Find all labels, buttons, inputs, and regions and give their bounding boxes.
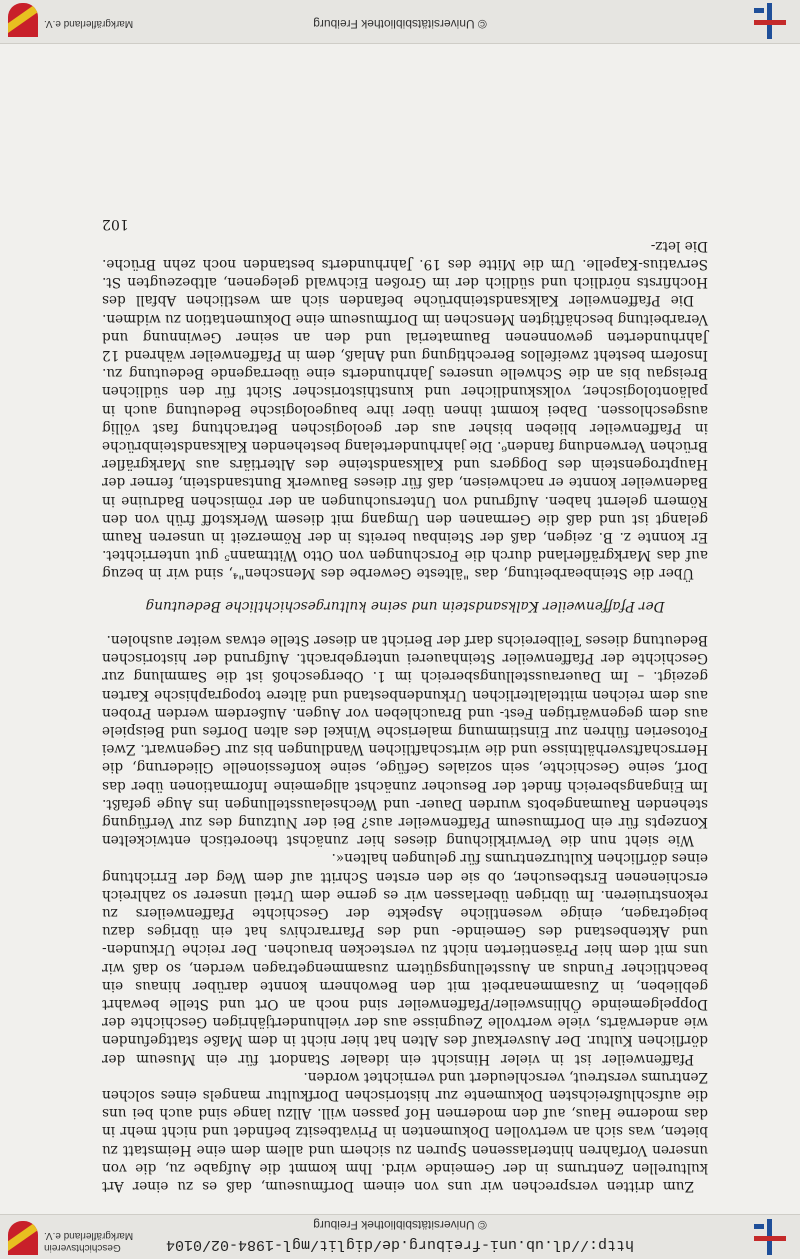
paragraph: Zum dritten versprechen wir uns von einem Dorfmuseum, daß es zu einer Art kulturellen Zentrums in der Gemeinde wird. Ihm kommt die Aufgabe zu, die von unseren Vorfahren hinterlassenen Spuren zu sichern und allem dem eine Heimstatt zu bieten, was sich an wertvollen Dokumenten in Privatbesitz befindet und nicht mehr in das moderne Haus, auf den modernen Hof passen will. Allzu lange sind auch bei uns die aufschlußreichsten Dokumente zur historischen Dorfkultur mangels eines solchen Zentrums verstreut, verschleudert und vernichtet worden. bbox=[102, 1068, 708, 1194]
viewer-header-bar bbox=[0, 1214, 800, 1259]
copyright-holder: © Universitätsbibliothek Freiburg bbox=[313, 1218, 487, 1232]
document-url[interactable]: http://dl.ub.uni-freiburg.de/diglit/mgl-1984-02/0104 bbox=[165, 1236, 635, 1253]
footer-partner-name: Markgräflerland e.V. bbox=[44, 18, 134, 29]
paragraph: Die Pfaffenweiler Kalksandsteinbrüche befanden sich am westlichen Abfall des Hochfirsts nördlich und südlich der im Großen Eichwald gelegenen, altbezeugten St. Servatius-Kapelle. Um die Mitte des 19. Jahrhunderts bestanden noch zehn Brüche. Die letz- bbox=[102, 237, 708, 309]
coat-of-arms-icon bbox=[8, 1221, 38, 1255]
footer-library-logo-icon bbox=[752, 3, 788, 39]
footer-copyright-holder: © Universitätsbibliothek Freiburg bbox=[313, 17, 487, 31]
section-heading: Der Pfaffenweiler Kalksandstein und seine kulturgeschichtliche Bedeutung bbox=[145, 597, 665, 614]
footer-coat-of-arms-icon bbox=[8, 3, 38, 37]
partner-line-1: Geschichtsverein bbox=[44, 1242, 121, 1253]
partner-line-2: Markgräflerland e.V. bbox=[44, 1230, 134, 1241]
document-page bbox=[102, 214, 708, 1195]
paragraph: Pfaffenweiler ist in vieler Hinsicht ein idealer Standort für ein Museum der dörflichen Kultur. Der Ausverkauf des Alten hat hier nicht in dem Maße stattgefunden wie anderwärts, viele wertvolle Zeugnisse aus der vielhundertjährigen Geschichte der Doppelgemeinde Öhlinsweiler/Pfaffenweiler sind noch an Ort und Stelle bewahrt geblieben, in Zusammenarbeit mit den Bewohnern konnte darüber hinaus ein beachtlicher Fundus an Ausstellungsgütern zusammengetragen werden, so daß wir uns mit dem hier Präsentierten nicht zu verstecken brauchen. Der reiche Urkunden- und Aktenbestand des Gemeinde- und des Pfarrarchivs hat ein übriges dazu beigetragen, einige wesentliche Aspekte der Geschichte Pfaffenweilers zu rekonstruieren. Im übrigen überlassen wir es gerne dem Urteil unserer so zahlreich erschienenen Erstbesucher, ob sie den ersten Schritt auf dem Weg der Errichtung eines dörflichen Kulturzentrums für gelungen halten«. bbox=[102, 850, 708, 1067]
partner-name bbox=[44, 1229, 133, 1253]
page-number: 102 bbox=[102, 215, 129, 232]
paragraph: Über die Steinbearbeitung, das "älteste Gewerbe des Menschen"⁴, sind wir in bezug auf das Markgräflerland durch die Forschungen von Otto Wittmann⁵ gut unterrichtet. Er konnte z. B. zeigen, daß der Steinbau bereits in der Römerzeit in unseren Raum gelangt ist und daß die Germanen den Umgang mit diesem Werkstoff früh von den Römern gelernt haben. Aufgrund von Untersuchungen an der römischen Badruine in Badenweiler konnte er nachweisen, daß für dieses Bauwerk Buntsandstein, ferner der Hauptrogenstein des Doggers und Kalksandsteine des Altertiärs aus Markgräfler Brüchen Verwendung fanden⁶. Die jahrhundertelang bestehenden Kalksandsteinbrüche in Pfaffenweiler blieben bisher aus der geologischen Betrachtung fast völlig ausgeschlossen. Dabei kommt ihnen über ihre baugeologische Bedeutung auch in paläontologischer, volkskundlicher und kunsthistorischer Sicht für den südlichen Breisgau bis an die Schwelle unseres Jahrhunderts eine überragende Bedeutung zu. Insofern besteht zweifellos Berechtigung und Anlaß, dem in Pfaffenweiler während 12 Jahrhunderten gewonnenen Baumaterial und den an seiner Gewinnung und Verarbeitung beschäftigten Menschen im Dorfmuseum eine Dokumentation zu widmen. bbox=[102, 310, 708, 582]
viewer-footer-bar bbox=[0, 0, 800, 44]
paragraph: Wie sieht nun die Verwirklichung dieses hier zunächst theoretisch entwickelten Konzepts für ein Dorfmuseum Pfaffenweiler aus? Bei der Nutzung des zur Verfügung stehenden Raumangebots wurden Dauer- und Wechselausstellungen ins Auge gefaßt. Im Eingangsbereich findet der Besucher zunächst allgemeine Informationen über das Dorf, seine Geschichte, sein soziales Gefüge, seine konfessionelle Gliederung, die Herrschaftsverhältnisse und die wirtschaftlichen Wandlungen bis zur Gegenwart. Zwei Fotoserien führen zur Einstimmung malerische Winkel des alten Dorfes und Beispiele aus dem gegenwärtigen Fest- und Brauchleben vor Augen. Außerdem werden Proben aus dem reichen mittelalterlichen Urkundenbestand und ältere topographische Karten gezeigt. – Im Dauerausstellungsbereich im 1. Obergeschoß ist die Sammlung zur Geschichte der Pfaffenweiler Steinhauerei untergebracht. Aufgrund der historischen Bedeutung dieses Teilbereichs darf der Bericht an dieser Stelle etwas weiter ausholen. bbox=[102, 631, 708, 849]
